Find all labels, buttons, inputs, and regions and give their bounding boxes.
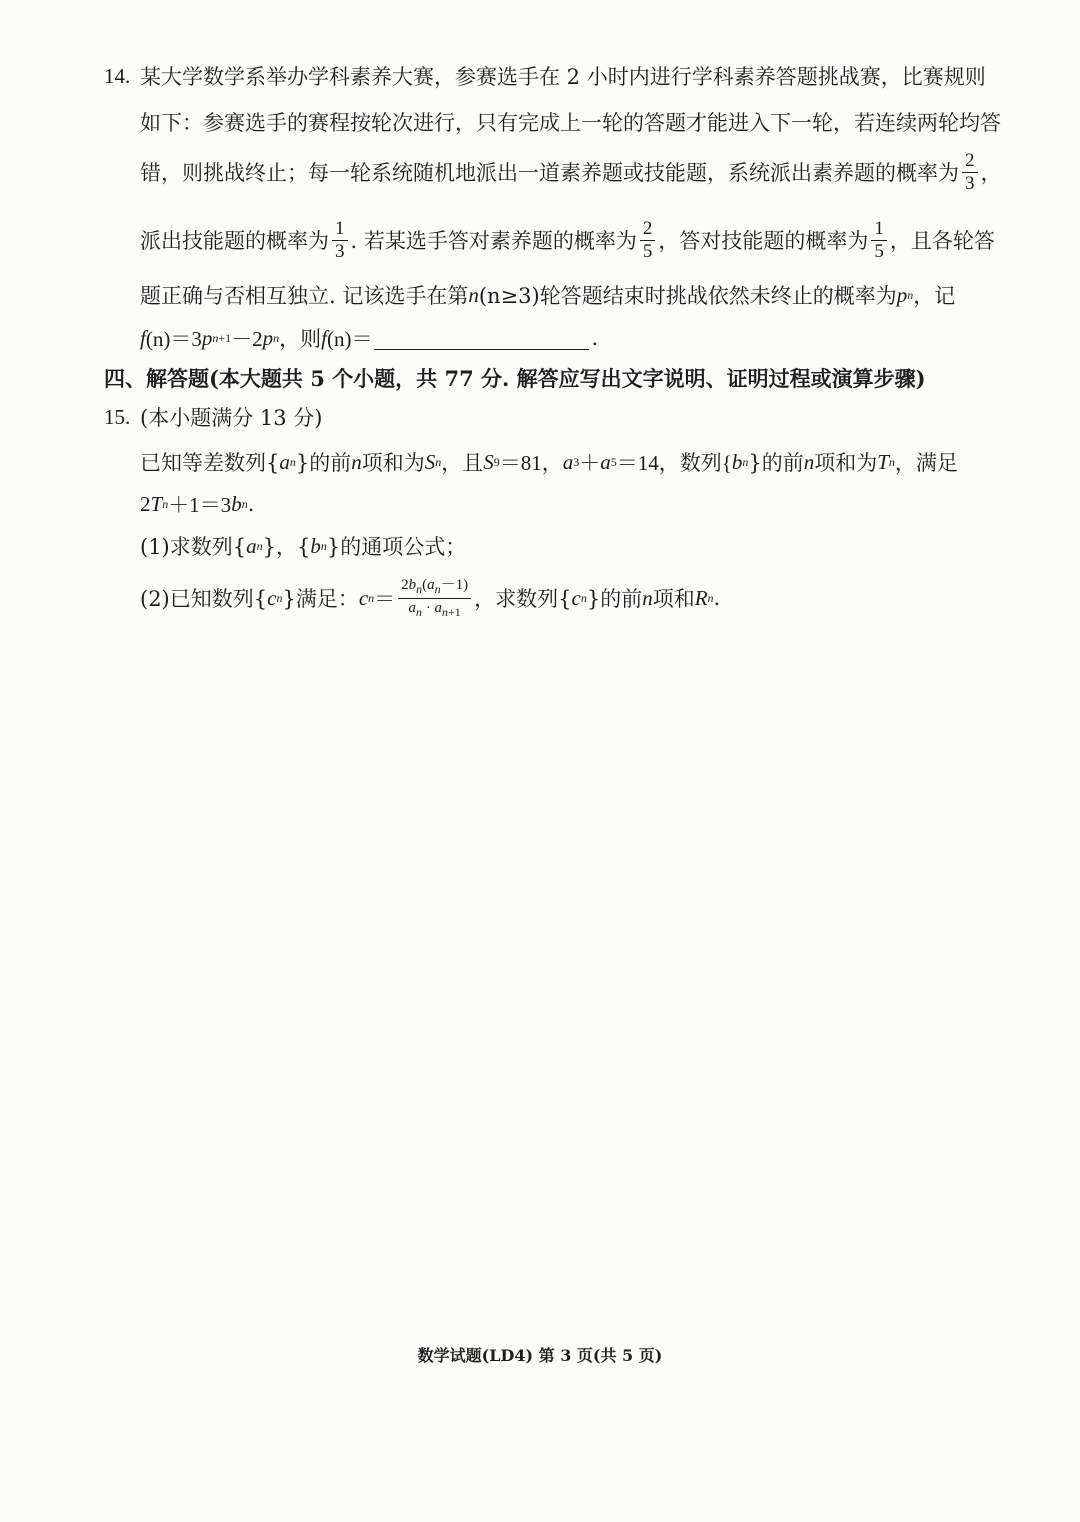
q14-line-6: f (n)＝3 p n+1 －2 p n ，则 f (n)＝ . [140, 325, 599, 351]
q14-line-1 [104, 56, 1080, 96]
section-heading: 四、解答题(本大题共 5 个小题，共 77 分. 解答应写出文字说明、证明过程或演算步骤) [104, 366, 926, 391]
q15-line-1: 已知等差数列{ a n }的前 n 项和为 S n ，且 S 9 ＝81， a 3 ＋ a 5 ＝14，数列{ b n }的前 n 项和为 T n ，满足 [140, 449, 958, 475]
page-footer: 数学试题(LD4) 第 3 页(共 5 页) [417, 1346, 663, 1365]
q15-part-2: (2)已知数列{ c n }满足： c n ＝ $\frac{2b_n(a_n-1)}{a_n \cdot a_{n+1}}$ ，求数列{ c n }的前 n 项和 R n . [140, 576, 721, 619]
answer-blank[interactable] [374, 327, 589, 350]
q14-number: 14. [104, 63, 131, 88]
q14-line-4: 派出技能题的概率为 $\frac{1}{3}$ . 若某选手答对素养题的概率为 $\frac{2}{5}$ ，答对技能题的概率为 $\frac{1}{5}$ ，且各轮答 [140, 217, 995, 262]
q14-text-1: 某大学数学系举办学科素养大赛，参赛选手在 2 小时内进行学科素养答题挑战赛，比赛规则 [140, 65, 986, 89]
q15-number: 15. [104, 404, 131, 429]
q15-line-2: 2 T n ＋1＝3 b n . [140, 491, 255, 517]
q14-line-3: 错，则挑战终止；每一轮系统随机地派出一道素养题或技能题，系统派出素养题的概率为 $\frac{2}{3}$ ， [140, 149, 1002, 194]
fraction-1-5: $\frac{1}{5}$ [871, 218, 887, 263]
q15-header-line: 15. (本小题满分 13 分) [104, 404, 323, 430]
q14-text-2: 如下：参赛选手的赛程按轮次进行，只有完成上一轮的答题才能进入下一轮，若连续两轮均答 [140, 111, 1001, 135]
q15-part-1: (1)求数列{ a n }，{ b n }的通项公式； [140, 533, 467, 559]
fraction-2-3: $\frac{2}{3}$ [962, 150, 978, 195]
q14-line-2 [140, 102, 1080, 142]
q14-line-5: 题正确与否相互独立. 记该选手在第 n (n≥3)轮答题结束时挑战依然未终止的概率为 p n ，记 [140, 282, 956, 308]
fraction-1-3: $\frac{1}{3}$ [332, 218, 348, 263]
fraction-cn: $\frac{2b_n(a_n-1)}{a_n \cdot a_{n+1}}$ [398, 576, 471, 621]
q14-text-3: 错，则挑战终止；每一轮系统随机地派出一道素养题或技能题，系统派出素养题的概率为 [140, 161, 959, 185]
fraction-2-5: $\frac{2}{5}$ [640, 218, 656, 263]
